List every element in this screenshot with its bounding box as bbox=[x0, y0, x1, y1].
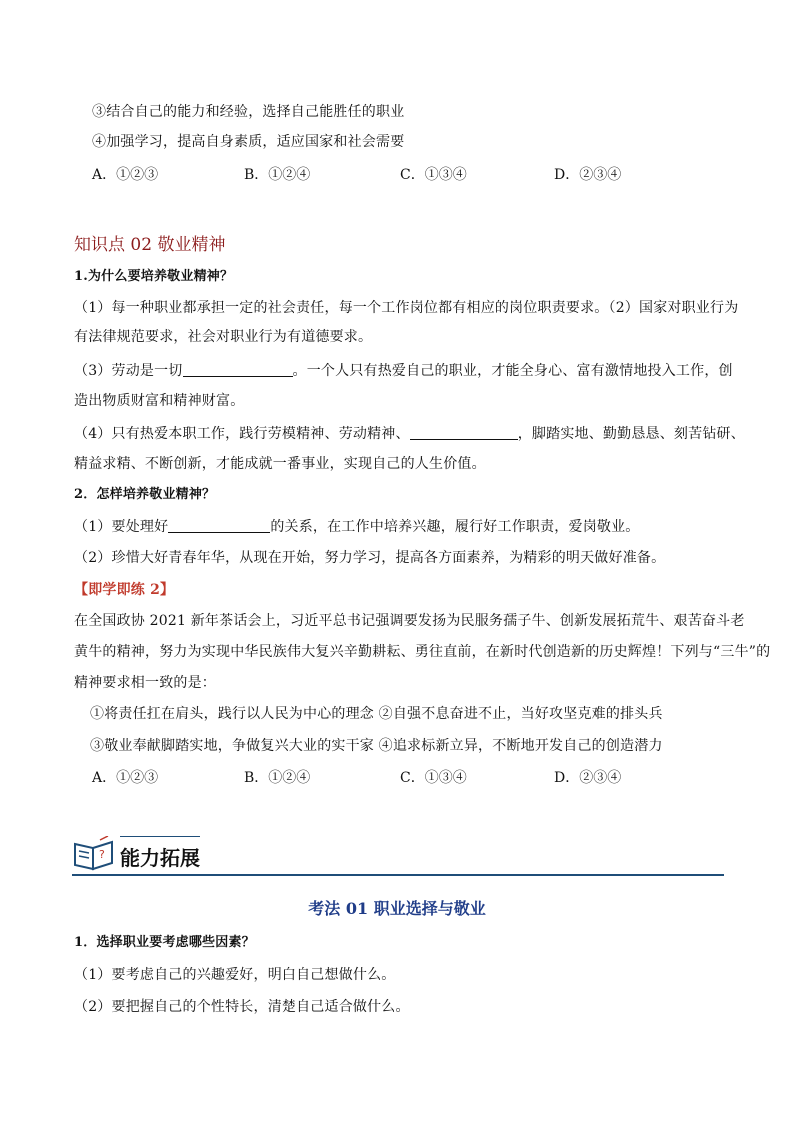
q2-answer-1-before: （1）要处理好 bbox=[74, 519, 169, 535]
banner-top-rule bbox=[120, 836, 200, 837]
answer-option-c: C．①③④ bbox=[400, 770, 467, 786]
paragraph-1-line-2: 有法律规范要求，社会对职业行为有道德要求。 bbox=[74, 329, 373, 345]
paragraph-1-line-1: （1）每一种职业都承担一定的社会责任，每一个工作岗位都有相应的岗位职责要求。（2）国家对职业行为 bbox=[74, 300, 739, 316]
banner-title: 能力拓展 bbox=[120, 846, 200, 870]
practice-stem-line-2: 黄牛的精神，努力为实现中华民族伟大复兴辛勤耕耘、勇往直前，在新时代创造新的历史辉煌！下列与“三牛”的 bbox=[74, 644, 771, 660]
practice-label: 【即学即练 2】 bbox=[74, 582, 175, 598]
fill-blank-2[interactable] bbox=[410, 425, 518, 440]
answer-options-top bbox=[92, 164, 692, 184]
paragraph-3-text-before: （3）劳动是一切 bbox=[74, 363, 183, 379]
paragraph-3-line-2: 造出物质财富和精神财富。 bbox=[74, 393, 245, 409]
option-item-3: ③结合自己的能力和经验，选择自己能胜任的职业 bbox=[92, 104, 405, 120]
knowledge-point-title: 知识点 02 敬业精神 bbox=[74, 235, 226, 255]
section-banner bbox=[72, 832, 724, 876]
svg-text:?: ? bbox=[99, 848, 105, 861]
fill-blank-1[interactable] bbox=[183, 362, 293, 377]
practice-stem-line-3: 精神要求相一致的是： bbox=[74, 675, 216, 691]
kaofa-answer-2: （2）要把握自己的个性特长，清楚自己适合做什么。 bbox=[74, 999, 410, 1015]
fill-blank-3[interactable] bbox=[168, 518, 270, 533]
answer-option-a: A．①②③ bbox=[92, 770, 159, 786]
banner-rule bbox=[72, 874, 724, 876]
book-icon bbox=[72, 836, 116, 872]
paragraph-4-line-1 bbox=[74, 424, 745, 444]
answer-option-d: D．②③④ bbox=[554, 167, 622, 183]
kaofa-answer-1: （1）要考虑自己的兴趣爱好，明白自己想做什么。 bbox=[74, 967, 396, 983]
kaofa-title: 考法 01 职业选择与敬业 bbox=[308, 899, 486, 918]
paragraph-4-line-2: 精益求精、不断创新，才能成就一番事业，实现自己的人生价值。 bbox=[74, 456, 486, 472]
question-heading-1: 1.为什么要培养敬业精神？ bbox=[74, 269, 234, 284]
paragraph-3-line-1 bbox=[74, 361, 733, 381]
answer-options-practice bbox=[92, 767, 692, 787]
practice-choice-line-2: ③敬业奉献脚踏实地，争做复兴大业的实干家 ④追求标新立异，不断地开发自己的创造潜力 bbox=[90, 738, 663, 754]
practice-stem-line-1: 在全国政协 2021 新年茶话会上，习近平总书记强调要发扬为民服务孺子牛、创新发展拓荒牛、艰苦奋斗老 bbox=[74, 613, 745, 629]
answer-option-b: B．①②④ bbox=[244, 770, 311, 786]
q2-answer-1-after: 的关系，在工作中培养兴趣，履行好工作职责，爱岗敬业。 bbox=[270, 519, 640, 535]
question-heading-2: 2．怎样培养敬业精神？ bbox=[74, 487, 216, 502]
paragraph-3-text-after: 。一个人只有热爱自己的职业，才能全身心、富有激情地投入工作，创 bbox=[292, 363, 733, 379]
answer-option-c: C．①③④ bbox=[400, 167, 467, 183]
q2-answer-1 bbox=[74, 517, 640, 537]
option-item-4: ④加强学习，提高自身素质，适应国家和社会需要 bbox=[92, 134, 405, 150]
answer-option-a: A．①②③ bbox=[92, 167, 159, 183]
answer-option-d: D．②③④ bbox=[554, 770, 622, 786]
kaofa-question-1: 1．选择职业要考虑哪些因素？ bbox=[74, 935, 255, 950]
practice-choice-line-1: ①将责任扛在肩头，践行以人民为中心的理念 ②自强不息奋进不止，当好攻坚克难的排头兵 bbox=[90, 706, 663, 722]
paragraph-4-text-before: （4）只有热爱本职工作，践行劳模精神、劳动精神、 bbox=[74, 426, 410, 442]
q2-answer-2: （2）珍惜大好青春年华，从现在开始，努力学习，提高各方面素养，为精彩的明天做好准备。 bbox=[74, 550, 666, 566]
paragraph-4-text-after: ，脚踏实地、勤勤恳恳、刻苦钻研、 bbox=[517, 426, 745, 442]
answer-option-b: B．①②④ bbox=[244, 167, 311, 183]
